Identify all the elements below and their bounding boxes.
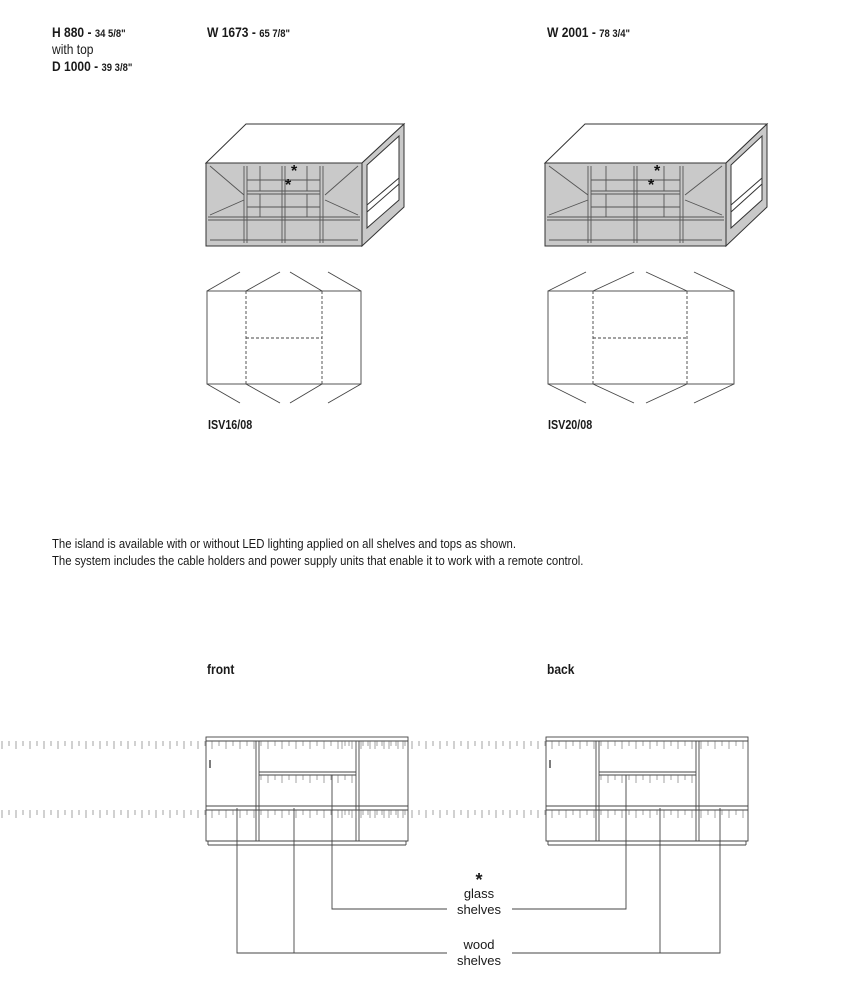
wood-label-line-2: shelves bbox=[456, 953, 502, 968]
svg-text:*: * bbox=[654, 163, 661, 180]
model-code-2: ISV20/08 bbox=[548, 418, 593, 432]
front-elevation bbox=[2, 737, 408, 845]
back-elevation bbox=[342, 737, 748, 845]
plan-view-model-1 bbox=[207, 272, 361, 403]
height-dimension: H 880 - 34 5/8" bbox=[52, 24, 126, 40]
width-dimension-1: W 1673 - 65 7/8" bbox=[207, 24, 291, 40]
depth-dimension: D 1000 - 39 3/8" bbox=[52, 58, 133, 74]
description-line-1: The island is available with or without LED lighting applied on all shelves and tops as shown. bbox=[52, 536, 517, 551]
svg-text:*: * bbox=[291, 163, 298, 180]
isometric-view-model-1 bbox=[206, 124, 404, 246]
svg-text:*: * bbox=[648, 177, 655, 194]
model-code-1: ISV16/08 bbox=[208, 418, 253, 432]
glass-label-line-2: shelves bbox=[456, 902, 502, 917]
description-line-2: The system includes the cable holders and power supply units that enable it to work with a remote control. bbox=[52, 553, 584, 568]
glass-star-symbol: * bbox=[475, 870, 483, 890]
glass-label-line-1: glass bbox=[463, 886, 495, 901]
svg-text:*: * bbox=[285, 177, 292, 194]
width-dimension-2: W 2001 - 78 3/4" bbox=[547, 24, 631, 40]
wood-shelves-label bbox=[439, 937, 519, 969]
plan-view-model-2 bbox=[548, 272, 734, 403]
wood-label-line-1: wood bbox=[463, 937, 495, 952]
front-view-label: front bbox=[207, 661, 235, 677]
glass-shelves-label bbox=[439, 886, 519, 918]
with-top-note: with top bbox=[52, 41, 94, 57]
isometric-view-model-2 bbox=[545, 124, 767, 246]
back-view-label: back bbox=[547, 661, 575, 677]
